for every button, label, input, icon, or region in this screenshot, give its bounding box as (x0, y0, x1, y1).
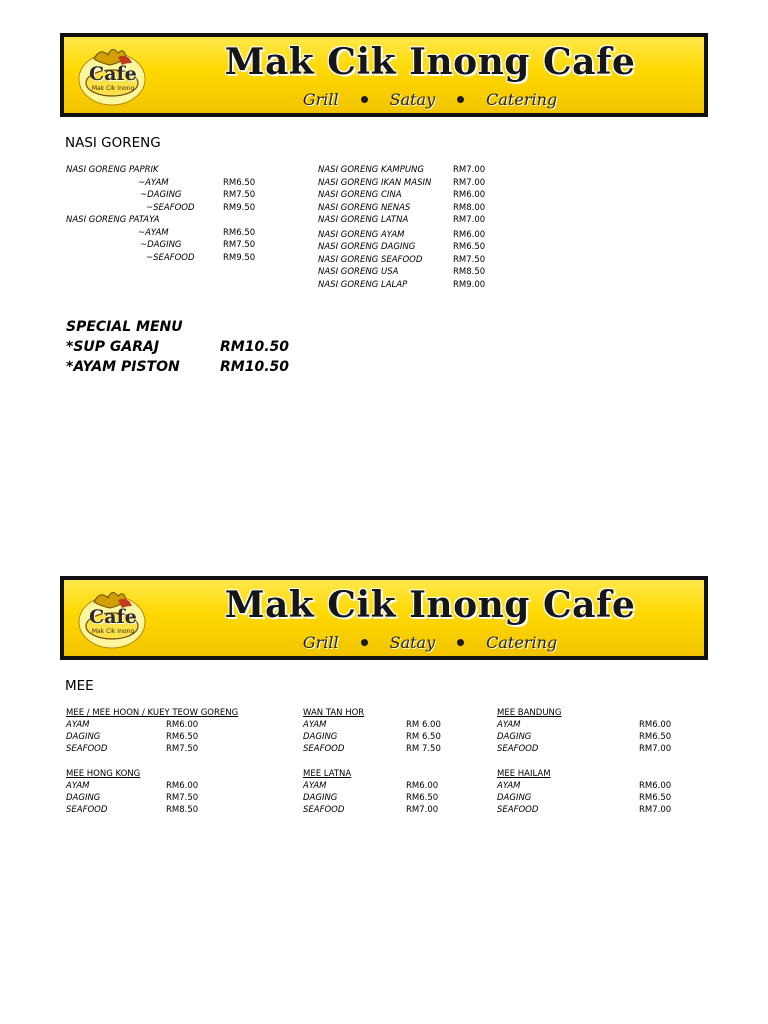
banner-title: Mak Cik Inong Cafe (224, 584, 636, 626)
bullet-dot (457, 96, 464, 103)
item-name: ~DAGING (140, 190, 182, 200)
list-item (303, 731, 483, 743)
banner-title: Mak Cik Inong Cafe (224, 41, 636, 83)
item-price: RM9.50 (223, 202, 256, 213)
banner-background (64, 37, 704, 113)
item-name: AYAM (66, 781, 90, 791)
item-price: RM 6.00 (406, 720, 441, 730)
list-item (66, 164, 286, 177)
item-price: RM7.00 (453, 215, 486, 225)
cafe-banner-bottom (60, 576, 708, 660)
group-heading: MEE LATNA (303, 769, 352, 779)
list-item (303, 804, 483, 816)
list-item (66, 731, 286, 743)
tagline-catering: Catering (486, 89, 558, 109)
list-item (66, 189, 286, 202)
item-price: RM7.00 (453, 177, 486, 188)
item-name: SEAFOOD (303, 744, 345, 754)
list-item (318, 266, 518, 279)
list-item (497, 804, 687, 816)
list-item (497, 719, 687, 731)
list-item (497, 792, 687, 804)
list-item (66, 743, 286, 755)
list-item (497, 731, 687, 743)
section-title-nasi-goreng: NASI GORENG (65, 135, 161, 151)
item-name: SEAFOOD (497, 744, 539, 754)
list-item (497, 780, 687, 792)
list-item (66, 252, 286, 265)
logo-subtext: Mak Cik Inong (91, 628, 135, 635)
item-price: RM7.50 (453, 254, 486, 265)
tagline-catering: Catering (486, 632, 558, 652)
group-heading: MEE / MEE HOON / KUEY TEOW GORENG (66, 708, 239, 718)
list-item (318, 177, 518, 190)
list-item (318, 241, 518, 254)
item-price: RM7.50 (166, 744, 199, 754)
list-item (66, 177, 286, 190)
item-price: RM6.50 (639, 732, 672, 742)
item-price: RM8.00 (453, 202, 486, 213)
logo-text: Cafe (89, 606, 137, 628)
item-price: RM6.00 (166, 720, 199, 730)
item-name: NASI GORENG KAMPUNG (318, 165, 424, 175)
list-item (318, 189, 518, 202)
item-name: NASI GORENG PATAYA (66, 215, 160, 225)
item-price: RM8.50 (166, 805, 199, 815)
item-name: ~AYAM (138, 227, 169, 238)
item-name: AYAM (497, 781, 521, 791)
item-name: DAGING (303, 732, 338, 742)
item-name: NASI GORENG AYAM (318, 229, 405, 240)
menu-group (303, 768, 483, 816)
item-name: DAGING (497, 732, 532, 742)
item-price: RM10.50 (220, 339, 289, 355)
item-name: SEAFOOD (66, 744, 108, 754)
menu-group (497, 768, 687, 816)
item-price: RM6.00 (639, 720, 672, 730)
item-name: SEAFOOD (66, 805, 108, 815)
list-item (66, 227, 286, 240)
bullet-dot (361, 96, 368, 103)
tagline-satay: Satay (389, 632, 436, 652)
item-name: DAGING (303, 793, 338, 803)
banner-background (64, 580, 704, 656)
item-price: RM8.50 (453, 267, 486, 277)
list-item (66, 719, 286, 731)
section-title-mee: MEE (65, 678, 94, 694)
item-name: DAGING (497, 793, 532, 803)
item-name: NASI GORENG LATNA (318, 215, 409, 225)
logo-text: Cafe (89, 63, 137, 85)
item-name: NASI GORENG IKAN MASIN (318, 177, 432, 188)
list-item (66, 780, 286, 792)
item-name: ~SEAFOOD (146, 202, 195, 213)
item-name: DAGING (66, 732, 101, 742)
item-name: NASI GORENG USA (318, 267, 399, 277)
nasi-goreng-left-list (66, 164, 286, 264)
item-name: NASI GORENG PAPRIK (66, 165, 159, 175)
item-price: RM10.50 (220, 359, 289, 375)
item-price: RM7.00 (639, 805, 672, 815)
item-price: RM9.00 (453, 279, 486, 290)
special-menu-heading: SPECIAL MENU (66, 319, 183, 335)
item-name: *SUP GARAJ (66, 339, 160, 355)
item-price: RM6.50 (406, 793, 439, 803)
list-item (497, 743, 687, 755)
list-item (303, 719, 483, 731)
item-price: RM6.00 (453, 229, 486, 240)
group-heading: WAN TAN HOR (303, 708, 365, 718)
list-item (318, 254, 518, 267)
banner-tagline (164, 630, 696, 654)
item-price: RM7.00 (639, 744, 672, 754)
list-item (318, 214, 518, 227)
item-price: RM 7.50 (406, 744, 441, 754)
item-name: *AYAM PISTON (66, 359, 180, 375)
list-item (303, 780, 483, 792)
menu-group (66, 768, 286, 816)
group-heading: MEE HAILAM (497, 769, 551, 779)
item-price: RM6.50 (223, 227, 256, 238)
item-price: RM7.50 (166, 793, 199, 803)
item-price: RM9.50 (223, 252, 256, 263)
bullet-dot (361, 639, 368, 646)
item-price: RM7.00 (453, 165, 486, 175)
item-price: RM6.00 (406, 781, 439, 791)
item-price: RM7.00 (406, 805, 439, 815)
item-price: RM6.50 (639, 793, 672, 803)
cafe-banner-top (60, 33, 708, 117)
item-price: RM7.50 (223, 190, 256, 200)
menu-group (497, 707, 687, 755)
item-name: NASI GORENG NENAS (318, 202, 411, 213)
tagline-satay: Satay (389, 89, 436, 109)
item-name: ~SEAFOOD (146, 252, 195, 263)
group-heading: MEE BANDUNG (497, 708, 562, 718)
list-item (66, 214, 286, 227)
list-item (66, 202, 286, 215)
item-name: AYAM (303, 720, 327, 730)
item-price: RM6.00 (639, 781, 672, 791)
item-name: SEAFOOD (303, 805, 345, 815)
list-item (66, 239, 286, 252)
menu-group (303, 707, 483, 755)
logo-subtext: Mak Cik Inong (91, 85, 135, 92)
item-name: NASI GORENG SEAFOOD (318, 254, 423, 265)
mee-column-1 (66, 707, 286, 829)
tagline-grill: Grill (302, 632, 339, 652)
mee-column-2 (303, 707, 483, 829)
item-name: AYAM (497, 720, 521, 730)
item-price: RM6.50 (223, 177, 256, 188)
item-price: RM6.00 (453, 190, 486, 200)
list-item (318, 279, 518, 292)
list-item (66, 792, 286, 804)
group-heading: MEE HONG KONG (66, 769, 141, 779)
item-price: RM6.00 (166, 781, 199, 791)
bullet-dot (457, 639, 464, 646)
mee-column-3 (497, 707, 687, 829)
item-name: AYAM (303, 781, 327, 791)
banner-tagline (164, 87, 696, 111)
item-name: NASI GORENG LALAP (318, 279, 408, 290)
item-name: NASI GORENG CINA (318, 190, 402, 200)
list-item (318, 164, 518, 177)
item-name: DAGING (66, 793, 101, 803)
item-price: RM6.50 (453, 242, 486, 252)
list-item (66, 804, 286, 816)
list-item (303, 743, 483, 755)
item-name: ~AYAM (138, 177, 169, 188)
list-item (318, 229, 518, 242)
item-name: NASI GORENG DAGING (318, 242, 416, 252)
nasi-goreng-right-list (318, 164, 518, 291)
item-name: ~DAGING (140, 240, 182, 250)
list-item (303, 792, 483, 804)
menu-group (66, 707, 286, 755)
tagline-grill: Grill (302, 89, 339, 109)
list-item (318, 202, 518, 215)
item-price: RM 6.50 (406, 732, 441, 742)
item-price: RM7.50 (223, 240, 256, 250)
item-name: AYAM (66, 720, 90, 730)
item-name: SEAFOOD (497, 805, 539, 815)
item-price: RM6.50 (166, 732, 199, 742)
